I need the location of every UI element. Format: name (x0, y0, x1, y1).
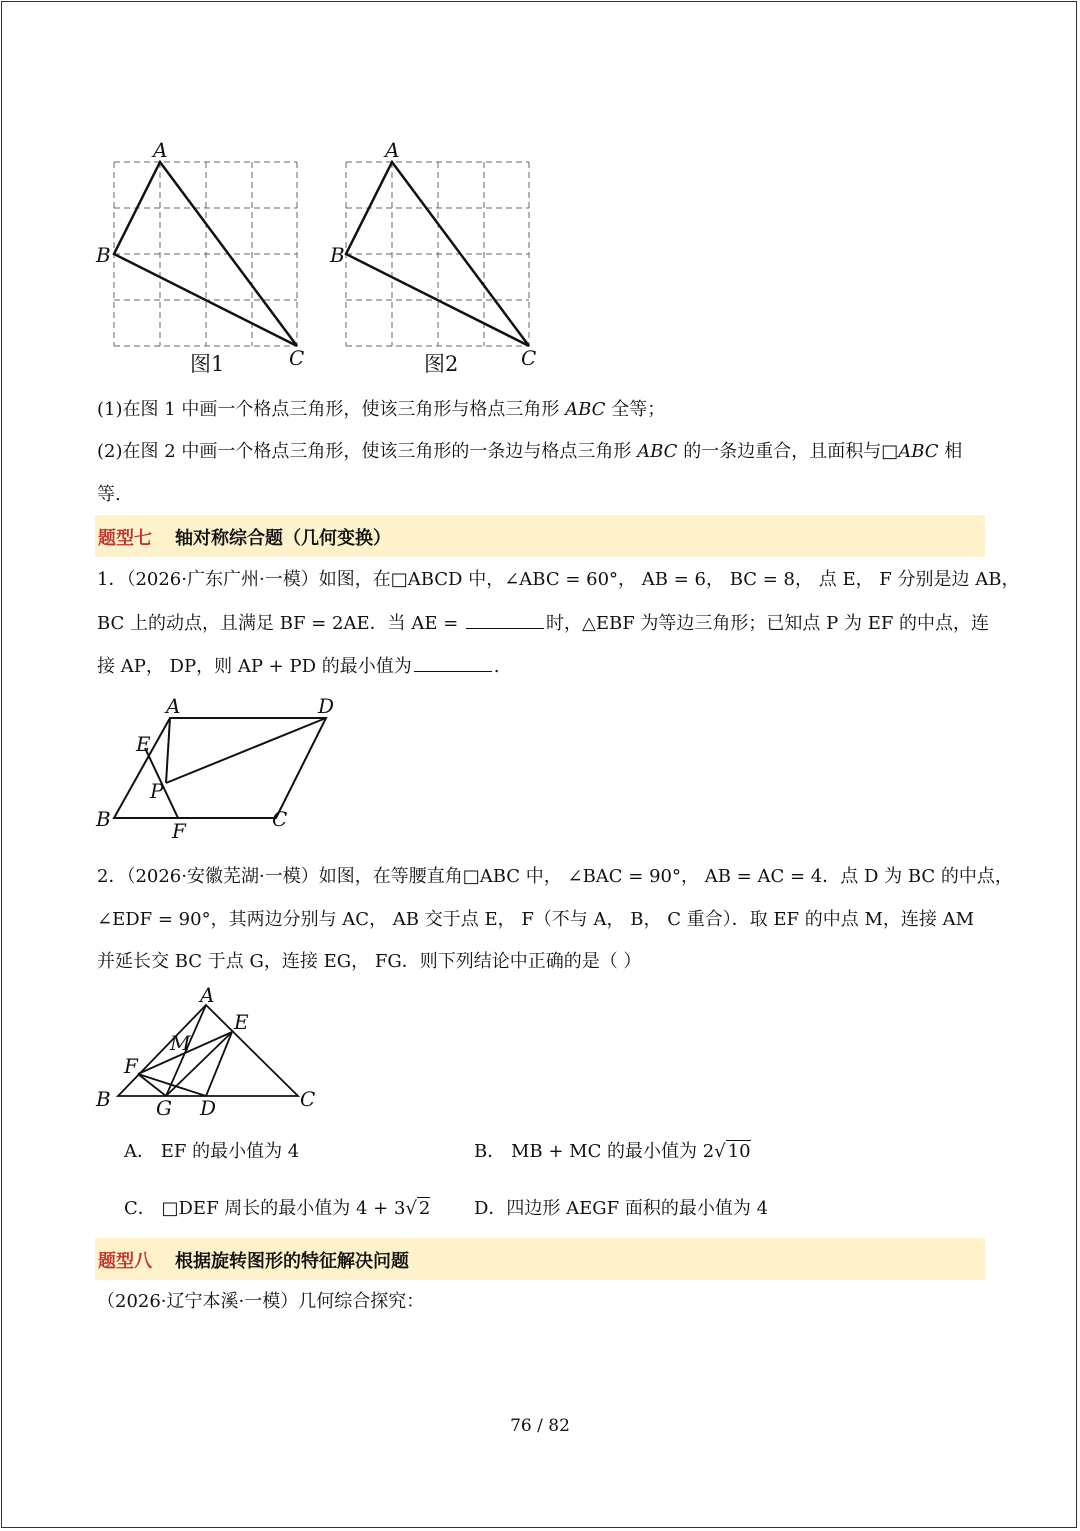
answer-blank-2[interactable] (414, 653, 492, 672)
option-a[interactable]: A． EF 的最小值为 4 (124, 1141, 300, 1162)
grid-figure-2 (346, 162, 529, 346)
label-d-triangle: D (200, 1096, 217, 1120)
section-header-8 (95, 1238, 985, 1280)
label-g-triangle: G (156, 1096, 172, 1120)
section-title-7: 轴对称综合题（几何变换） (175, 528, 391, 549)
grid-figure-1 (114, 162, 297, 346)
label-c-fig2: C (521, 346, 537, 370)
parallelogram-figure (90, 690, 350, 845)
problem1-line1: 1．（2026·广东广州·一模）如图，在□ABCD 中，∠ABC = 60°， AB = 6， BC = 8， 点 E， F 分别是边 AB， (97, 569, 1020, 590)
caption-fig1: 图1 (190, 352, 225, 376)
triangle-figure (90, 985, 330, 1120)
section-title-8: 根据旋转图形的特征解决问题 (175, 1251, 409, 1272)
caption-fig2: 图2 (424, 352, 459, 376)
page-number: 76 / 82 (510, 1416, 570, 1436)
section-type-7: 题型七 (98, 528, 152, 549)
label-b-fig1: B (96, 243, 111, 267)
problem2-line2: ∠EDF = 90°，其两边分别与 AC， AB 交于点 E， F（不与 A， B， C 重合）．取 EF 的中点 M，连接 AM (97, 909, 975, 930)
option-b[interactable]: B． MB + MC 的最小值为 2√ 10 (474, 1141, 751, 1162)
option-c[interactable]: C． □DEF 周长的最小值为 4 + 3√ 2 (124, 1198, 431, 1219)
label-p-parallelogram: P (150, 779, 164, 803)
question-2: (2)在图 2 中画一个格点三角形，使该三角形的一条边与格点三角形 ABC 的一条边重合，且面积与□ABC 相 (97, 441, 963, 462)
label-b-fig2: B (330, 243, 345, 267)
question-2-cont: 等. (97, 484, 121, 505)
label-a-triangle: A (200, 985, 215, 1007)
label-b-triangle: B (96, 1087, 111, 1111)
problem3-line1: （2026·辽宁本溪·一模）几何综合探究： (97, 1291, 425, 1312)
label-a-fig1: A (153, 138, 168, 162)
label-m-triangle: M (170, 1031, 191, 1055)
label-d-parallelogram: D (318, 694, 335, 718)
label-e-parallelogram: E (136, 732, 151, 756)
section-header-7 (95, 515, 985, 557)
problem2-line3: 并延长交 BC 于点 G，连接 EG， FG．则下列结论中正确的是（ ） (97, 951, 642, 972)
label-f-parallelogram: F (172, 819, 186, 843)
question-1: (1)在图 1 中画一个格点三角形，使该三角形与格点三角形 ABC 全等； (97, 399, 666, 420)
section-type-8: 题型八 (98, 1251, 152, 1272)
label-b-parallelogram: B (96, 807, 111, 831)
problem1-line2: BC 上的动点，且满足 BF = 2AE．当 AE = 时，△EBF 为等边三角形；已知点 P 为 EF 的中点，连 (97, 610, 989, 636)
label-c-triangle: C (300, 1087, 316, 1111)
label-c-fig1: C (289, 346, 305, 370)
option-d[interactable]: D．四边形 AEGF 面积的最小值为 4 (474, 1198, 769, 1219)
label-a-parallelogram: A (166, 694, 181, 718)
problem2-line1: 2．（2026·安徽芜湖·一模）如图，在等腰直角□ABC 中， ∠BAC = 90°， AB = AC = 4．点 D 为 BC 的中点， (97, 866, 1013, 887)
problem1-line3: 接 AP， DP，则 AP + PD 的最小值为 . (97, 653, 499, 679)
grid-figures (90, 135, 550, 385)
answer-blank-1[interactable] (466, 610, 544, 629)
label-c-parallelogram: C (272, 807, 288, 831)
label-a-fig2: A (385, 138, 400, 162)
label-f-triangle: F (124, 1054, 138, 1078)
label-e-triangle: E (234, 1010, 249, 1034)
